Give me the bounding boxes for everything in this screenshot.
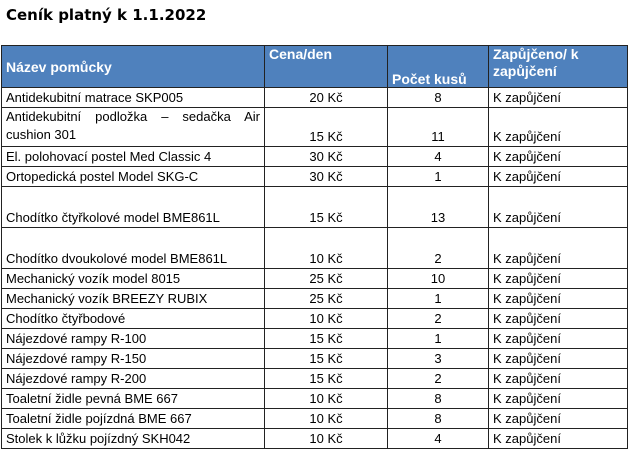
item-status: K zapůjčení: [489, 289, 628, 309]
item-count: 4: [388, 147, 489, 167]
table-row: [2, 187, 628, 228]
header-price: Cena/den: [265, 46, 388, 88]
item-name: Toaletní židle pojízdná BME 667: [2, 409, 265, 429]
item-count: 8: [388, 88, 489, 108]
item-name: Mechanický vozík model 8015: [2, 269, 265, 289]
table-row: [2, 289, 628, 309]
item-status: K zapůjčení: [489, 329, 628, 349]
item-price: 25 Kč: [265, 289, 388, 309]
header-count: Počet kusů: [388, 46, 489, 88]
item-price: 30 Kč: [265, 167, 388, 187]
item-count: 1: [388, 329, 489, 349]
item-name: Ortopedická postel Model SKG-C: [2, 167, 265, 187]
item-name: Chodítko dvoukolové model BME861L: [2, 228, 265, 269]
table-header-row: [2, 46, 628, 88]
item-count: 11: [388, 108, 489, 147]
item-status: K zapůjčení: [489, 409, 628, 429]
table-row: [2, 147, 628, 167]
page-title: Ceník platný k 1.1.2022: [6, 6, 207, 24]
item-status: K zapůjčení: [489, 167, 628, 187]
item-status: K zapůjčení: [489, 429, 628, 449]
table-row: [2, 349, 628, 369]
item-status: K zapůjčení: [489, 349, 628, 369]
item-price: 10 Kč: [265, 228, 388, 269]
item-count: 2: [388, 309, 489, 329]
item-count: 8: [388, 409, 489, 429]
item-name: Nájezdové rampy R-200: [2, 369, 265, 389]
item-status: K zapůjčení: [489, 369, 628, 389]
item-count: 1: [388, 167, 489, 187]
item-name: Nájezdové rampy R-150: [2, 349, 265, 369]
item-status: K zapůjčení: [489, 187, 628, 228]
item-name: El. polohovací postel Med Classic 4: [2, 147, 265, 167]
item-status: K zapůjčení: [489, 309, 628, 329]
item-price: 10 Kč: [265, 429, 388, 449]
table-row: [2, 88, 628, 108]
table-row: [2, 228, 628, 269]
item-count: 4: [388, 429, 489, 449]
item-count: 10: [388, 269, 489, 289]
item-name: Toaletní židle pevná BME 667: [2, 389, 265, 409]
item-price: 10 Kč: [265, 309, 388, 329]
item-name: Antidekubitní matrace SKP005: [2, 88, 265, 108]
item-price: 20 Kč: [265, 88, 388, 108]
item-status: K zapůjčení: [489, 389, 628, 409]
item-status: K zapůjčení: [489, 228, 628, 269]
table-row: [2, 409, 628, 429]
item-name: Stolek k lůžku pojízdný SKH042: [2, 429, 265, 449]
price-table: [1, 45, 628, 449]
header-name: Název pomůcky: [2, 46, 265, 88]
table-row: [2, 369, 628, 389]
item-price: 30 Kč: [265, 147, 388, 167]
item-price: 25 Kč: [265, 269, 388, 289]
table-row: [2, 329, 628, 349]
item-count: 1: [388, 289, 489, 309]
item-price: 15 Kč: [265, 187, 388, 228]
table-row: [2, 167, 628, 187]
header-status: Zapůjčeno/ k zapůjčení: [489, 46, 628, 88]
item-price: 15 Kč: [265, 108, 388, 147]
table-row: [2, 269, 628, 289]
item-count: 3: [388, 349, 489, 369]
item-status: K zapůjčení: [489, 147, 628, 167]
item-count: 2: [388, 228, 489, 269]
item-name: Nájezdové rampy R-100: [2, 329, 265, 349]
item-name: Chodítko čtyřkolové model BME861L: [2, 187, 265, 228]
item-status: K zapůjčení: [489, 269, 628, 289]
item-name: Antidekubitní podložka – sedačka Air cushion 301: [6, 109, 260, 142]
item-price: 15 Kč: [265, 329, 388, 349]
item-count: 13: [388, 187, 489, 228]
item-name: Chodítko čtyřbodové: [2, 309, 265, 329]
item-price: 15 Kč: [265, 369, 388, 389]
item-count: 2: [388, 369, 489, 389]
item-price: 10 Kč: [265, 389, 388, 409]
item-count: 8: [388, 389, 489, 409]
item-name: Mechanický vozík BREEZY RUBIX: [2, 289, 265, 309]
table-row: [2, 108, 628, 147]
table-row: [2, 309, 628, 329]
table-row: [2, 389, 628, 409]
table-row: [2, 429, 628, 449]
item-price: 15 Kč: [265, 349, 388, 369]
item-status: K zapůjčení: [489, 108, 628, 147]
item-price: 10 Kč: [265, 409, 388, 429]
item-status: K zapůjčení: [489, 88, 628, 108]
